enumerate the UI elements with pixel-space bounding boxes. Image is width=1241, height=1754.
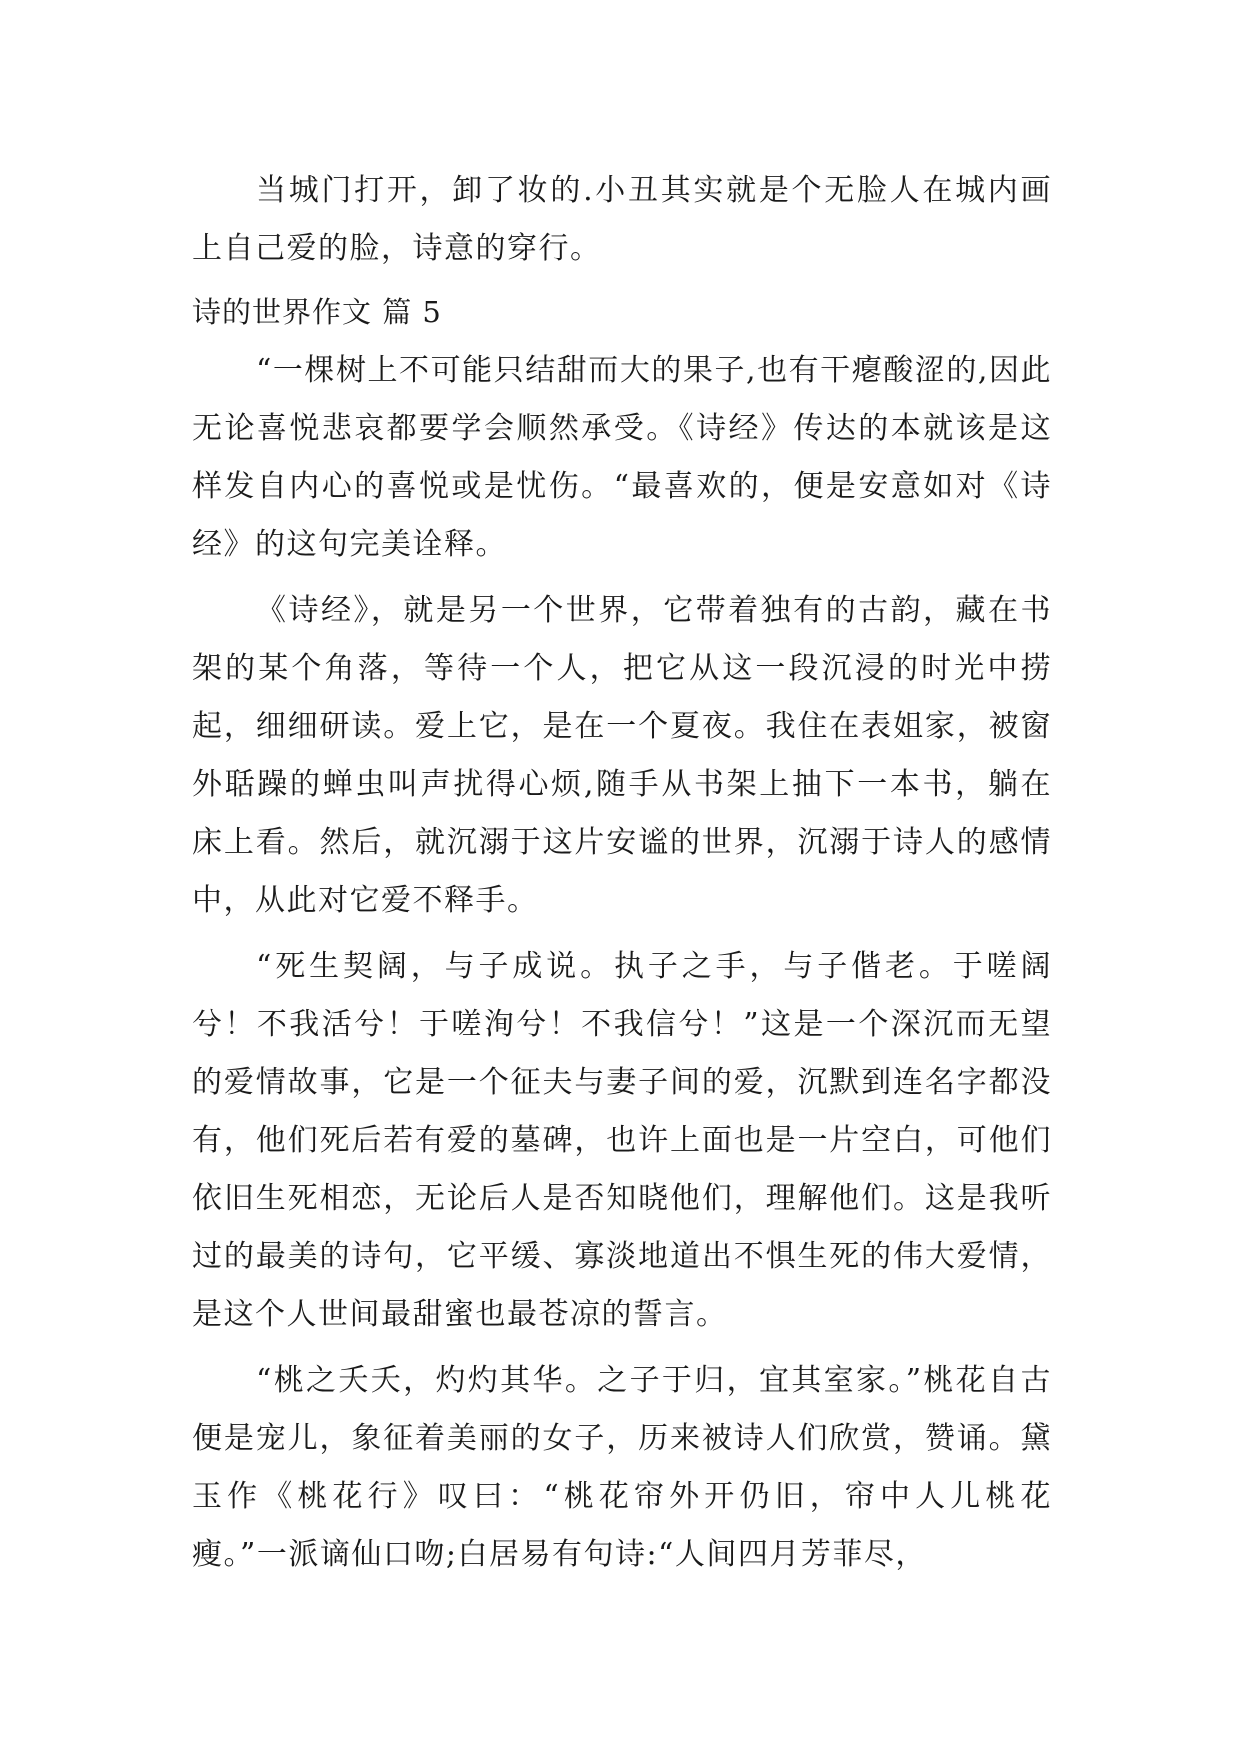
paragraph-2: “一棵树上不可能只结甜而大的果子,也有干瘪酸涩的,因此无论喜悦悲哀都要学会顺然承受。《诗经》传达的本就该是这样发自内心的喜悦或是忧伤。“最喜欢的，便是安意如对《诗经》的这句完美诠释。: [192, 353, 1052, 562]
document-body: [192, 162, 1052, 1592]
paragraph-5: “桃之夭夭，灼灼其华。之子于归，宜其室家。”桃花自古便是宠儿，象征着美丽的女子，历来被诗人们欣赏，赞诵。黛玉作《桃花行》叹曰：“桃花帘外开仍旧，帘中人儿桃花瘦。”一派谪仙口吻;白居易有句诗:“人间四月芳菲尽，: [192, 1363, 1052, 1572]
section-heading: 诗的世界作文 篇 5: [192, 295, 442, 329]
paragraph-1: 当城门打开，卸了妆的.小丑其实就是个无脸人在城内画上自己爱的脸，诗意的穿行。: [192, 173, 1052, 266]
paragraph-4: “死生契阔，与子成说。执子之手，与子偕老。于嗟阔兮！不我活兮！于嗟洵兮！不我信兮！”这是一个深沉而无望的爱情故事，它是一个征夫与妻子间的爱，沉默到连名字都没有，他们死后若有爱的墓碑，也许上面也是一片空白，可他们依旧生死相恋，无论后人是否知晓他们，理解他们。这是我听过的最美的诗句，它平缓、寡淡地道出不惧生死的伟大爱情，是这个人世间最甜蜜也最苍凉的誓言。: [192, 949, 1052, 1332]
paragraph-3: 《诗经》，就是另一个世界，它带着独有的古韵，藏在书架的某个角落，等待一个人，把它从这一段沉浸的时光中捞起，细细研读。爱上它，是在一个夏夜。我住在表姐家，被窗外聒躁的蝉虫叫声扰得心烦,随手从书架上抽下一本书，躺在床上看。然后，就沉溺于这片安谧的世界，沉溺于诗人的感情中，从此对它爱不释手。: [192, 593, 1052, 918]
